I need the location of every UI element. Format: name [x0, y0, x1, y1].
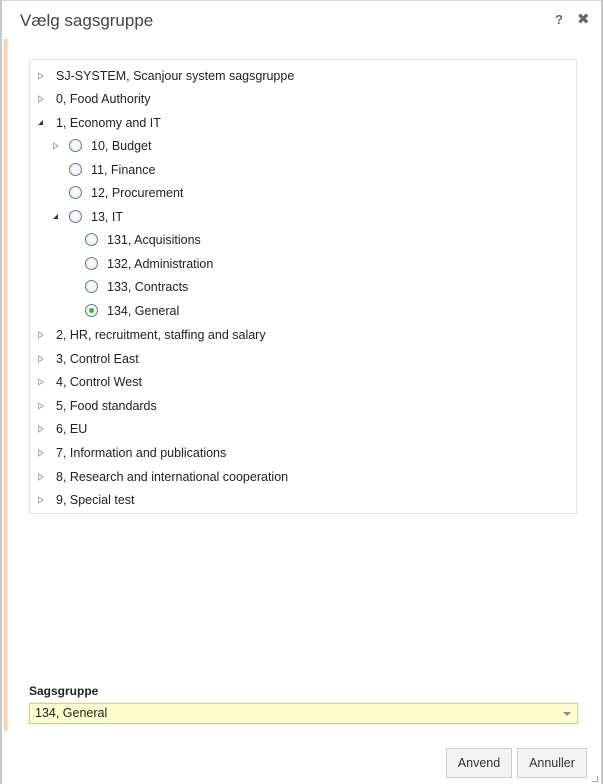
tree-node-label: 0, Food Authority	[56, 92, 151, 106]
expand-arrow-icon[interactable]	[38, 95, 44, 103]
tree-node[interactable]	[30, 490, 570, 510]
case-group-tree	[29, 59, 577, 514]
tree-node[interactable]	[30, 207, 570, 227]
tree-node[interactable]	[30, 113, 570, 133]
accent-bar	[4, 39, 8, 731]
apply-button[interactable]: Anvend	[446, 748, 512, 778]
help-icon[interactable]: ?	[555, 12, 563, 27]
tree-node[interactable]	[30, 372, 570, 392]
field-label: Sagsgruppe	[29, 684, 99, 698]
tree-node-label: 9, Special test	[56, 493, 135, 507]
tree-node[interactable]	[30, 277, 570, 297]
radio-icon[interactable]	[85, 233, 98, 246]
tree-node-label: 6, EU	[56, 422, 88, 436]
expand-arrow-icon[interactable]	[38, 425, 44, 433]
cancel-button[interactable]: Annuller	[517, 748, 587, 778]
tree-node-label: 133, Contracts	[107, 280, 189, 294]
expand-arrow-icon[interactable]	[38, 449, 44, 457]
tree-node-label: 12, Procurement	[91, 186, 184, 200]
tree-node-label: 10, Budget	[91, 139, 152, 153]
radio-icon[interactable]	[69, 163, 82, 176]
radio-icon[interactable]	[69, 186, 82, 199]
tree-node-label: SJ-SYSTEM, Scanjour system sagsgruppe	[56, 69, 295, 83]
collapse-arrow-icon[interactable]	[53, 214, 58, 219]
expand-arrow-icon[interactable]	[38, 496, 44, 504]
tree-node[interactable]	[30, 396, 570, 416]
tree-node-label: 11, Finance	[91, 163, 156, 177]
tree-node-label: 4, Control West	[56, 375, 142, 389]
tree-node[interactable]	[30, 66, 570, 86]
tree-node[interactable]	[30, 349, 570, 369]
expand-arrow-icon[interactable]	[53, 142, 59, 150]
tree-node-label: 5, Food standards	[56, 399, 157, 413]
tree-node[interactable]	[30, 230, 570, 250]
close-icon[interactable]: ✖	[577, 11, 590, 28]
expand-arrow-icon[interactable]	[38, 355, 44, 363]
dialog-title: Vælg sagsgruppe	[20, 11, 154, 30]
tree-node[interactable]	[30, 301, 570, 321]
expand-arrow-icon[interactable]	[38, 72, 44, 80]
tree-node-label: 132, Administration	[107, 257, 214, 271]
tree-node[interactable]	[30, 183, 570, 203]
case-group-select[interactable]	[29, 703, 578, 724]
resize-grip[interactable]	[592, 776, 598, 782]
radio-icon[interactable]	[69, 210, 82, 223]
tree-node[interactable]	[30, 419, 570, 439]
tree-node-label: 131, Acquisitions	[107, 233, 201, 247]
tree-node-label: 7, Information and publications	[56, 446, 227, 460]
chevron-down-icon[interactable]	[563, 712, 571, 716]
radio-checked-icon[interactable]	[85, 304, 98, 317]
tree-node-label: 8, Research and international cooperation	[56, 470, 289, 484]
tree-node[interactable]	[30, 89, 570, 109]
expand-arrow-icon[interactable]	[38, 402, 44, 410]
tree-node-label: 13, IT	[91, 210, 123, 224]
expand-arrow-icon[interactable]	[38, 473, 44, 481]
tree-node-label: 3, Control East	[56, 352, 139, 366]
tree-node[interactable]	[30, 136, 570, 156]
collapse-arrow-icon[interactable]	[38, 120, 43, 125]
tree-node-label: 134, General	[107, 304, 180, 318]
radio-icon[interactable]	[85, 257, 98, 270]
tree-node[interactable]	[30, 467, 570, 487]
tree-node[interactable]	[30, 443, 570, 463]
tree-node[interactable]	[30, 254, 570, 274]
tree-node-label: 1, Economy and IT	[56, 116, 161, 130]
tree-node[interactable]	[30, 160, 570, 180]
tree-node-label: 2, HR, recruitment, staffing and salary	[56, 328, 266, 342]
expand-arrow-icon[interactable]	[38, 331, 44, 339]
radio-icon[interactable]	[85, 280, 98, 293]
radio-icon[interactable]	[69, 139, 82, 152]
select-value: 134, General	[35, 706, 108, 720]
expand-arrow-icon[interactable]	[38, 378, 44, 386]
tree-node[interactable]	[30, 325, 570, 345]
